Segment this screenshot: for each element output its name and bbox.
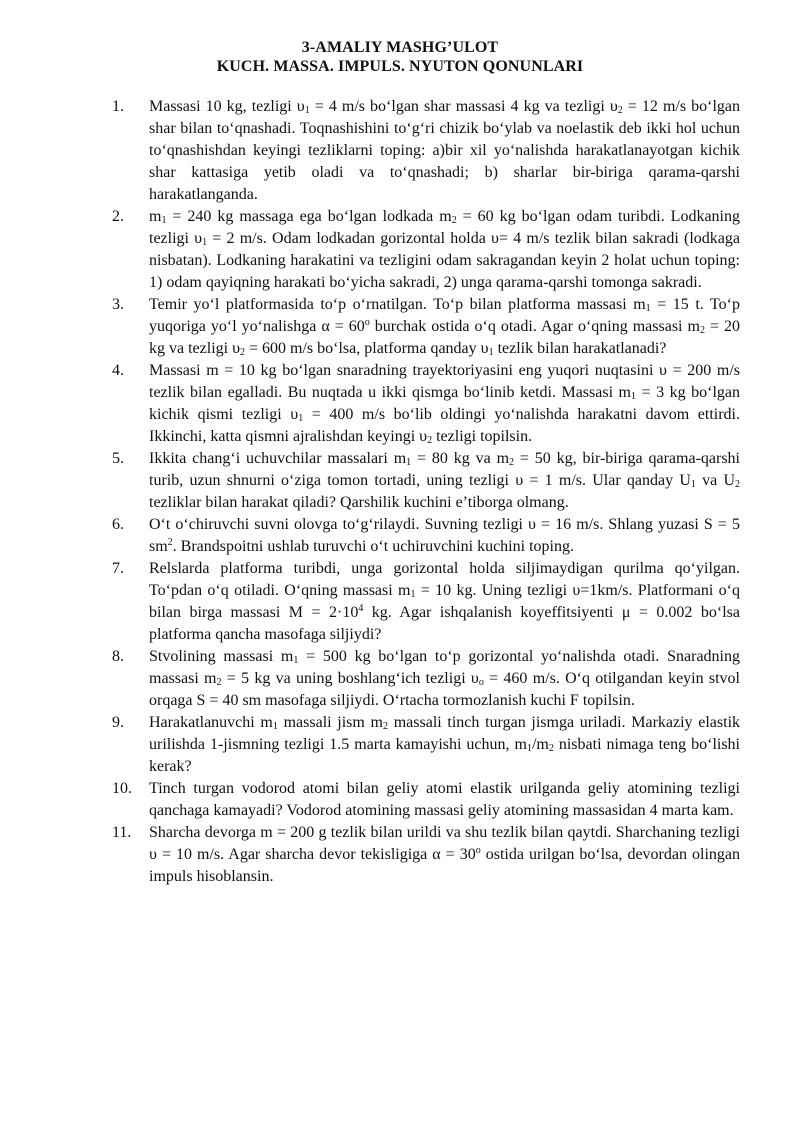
subscript: 2 [617, 105, 623, 116]
text-run: Stvolining massasi m [149, 648, 294, 665]
problem-item [0, 822, 800, 888]
text-run: va U [695, 472, 735, 489]
text-run: = 10 kg. Uning tezligi υ=1km/s. Platformani o‘q bilan birga massasi M = 2·10 [149, 582, 741, 621]
text-run: massali tinch turgan jismga uriladi. Markaziy elastik urilishda 1-jismning tezligi 1.5 marta kamayishi uchun, m [149, 714, 741, 753]
problem-item [0, 294, 800, 360]
text-run: Massasi 10 kg, tezligi υ [149, 98, 305, 115]
subscript: 2 [451, 215, 457, 226]
problem-item [0, 712, 800, 778]
text-run: Ikkita chang‘i uchuvchilar massalari m [149, 450, 407, 467]
text-run: = 460 m/s. O‘q otilgandan keyin stvol orqaga S = 40 sm masofaga siljiydi. O‘rtacha tormozlanish kuchi F topilsin. [149, 670, 741, 709]
text-run: = 60 kg bo‘lgan odam turibdi. Lodkaning tezligi υ [149, 208, 740, 247]
problem-list [0, 96, 800, 888]
problem-text [149, 294, 740, 360]
problem-text [149, 558, 740, 646]
superscript: 4 [358, 603, 364, 614]
text-run: m [149, 208, 162, 225]
text-run: nisbati nimaga teng bo‘lishi kerak? [149, 736, 741, 775]
problem-text [149, 206, 740, 294]
subscript: 2 [240, 347, 246, 358]
text-run: = 15 t. To‘p yuqoriga yo‘l yo‘nalishga α = 60 [149, 296, 740, 335]
text-run: tezliklar bilan harakat qiladi? Qarshilik kuchini e’tiborga olmang. [149, 494, 569, 511]
problem-number: 6. [112, 516, 124, 533]
subscript: o [478, 677, 484, 688]
problem-number: 2. [112, 208, 124, 225]
text-run: /m [531, 736, 549, 753]
subscript: 1 [304, 105, 310, 116]
problem-number: 5. [112, 450, 124, 467]
subscript: 1 [406, 457, 412, 468]
text-run: massali jism m [277, 714, 384, 731]
problem-text [149, 712, 740, 778]
problem-text [149, 646, 740, 712]
text-run: = 12 m/s bo‘lgan shar bilan to‘qnashadi. Toqnashishini to‘g‘ri chizik bo‘ylab va noelastik deb ikki hol uchun to‘qnashishdan keyingi tezliklarni toping: a)bir xil yo‘nalishda harakatlanayotgan kichik shar kattasiga yetib oladi va to‘qnashadi; b) sharlar bir-biriga qarama-qarshi harakatlanganda. [149, 98, 741, 203]
problem-number: 1. [112, 98, 124, 115]
text-run: tezligi topilsin. [432, 428, 533, 445]
text-run: Harakatlanuvchi m [149, 714, 273, 731]
text-run: ostida urilgan bo‘lsa, devordan olingan impuls hisoblansin. [149, 846, 741, 885]
subscript: 1 [488, 347, 494, 358]
text-run: = 500 kg bo‘lgan to‘p gorizontal yo‘nalishda otadi. Snaradning massasi m [149, 648, 740, 687]
problem-number: 11. [112, 824, 132, 841]
subscript: 1 [202, 237, 208, 248]
text-run: . Brandspoitni ushlab turuvchi o‘t uchiruvchini kuchini toping. [172, 538, 574, 555]
subscript: 2 [699, 325, 705, 336]
problem-text [149, 360, 740, 448]
superscript: o [475, 845, 481, 856]
problem-item [0, 778, 800, 822]
problem-text [149, 96, 740, 206]
superscript: o [364, 317, 370, 328]
problem-text [149, 514, 740, 558]
problem-item [0, 96, 800, 206]
text-run: Massasi m = 10 kg bo‘lgan snaradning trayektoriyasini eng yuqori nuqtasini υ = 200 m/s tezlik bilan egalladi. Bu nuqtada u ikki qismga bo‘linib ketdi. Massasi m [149, 362, 740, 401]
problem-text [149, 448, 740, 514]
subscript: 2 [383, 721, 389, 732]
text-run: Relslarda platforma turibdi, unga gorizontal holda siljimaydigan qurilma qo‘yilgan. To‘pdan o‘q otiladi. O‘qning massasi m [149, 560, 740, 599]
text-run: burchak ostida o‘q otadi. Agar o‘qning massasi m [369, 318, 700, 335]
subscript: 2 [735, 479, 740, 490]
subscript: 1 [631, 391, 636, 402]
problem-number: 8. [112, 648, 124, 665]
text-run: = 240 kg massaga ega bo‘lgan lodkada m [166, 208, 452, 225]
subscript: 1 [690, 479, 696, 490]
problem-number: 7. [112, 560, 124, 577]
text-run: Temir yo‘l platformasida to‘p o‘rnatilgan. To‘p bilan platforma massasi m [149, 296, 646, 313]
problem-item [0, 360, 800, 448]
text-run: Tinch turgan vodorod atomi bilan geliy atomi elastik urilganda geliy atomining tezligi qanchaga kamayadi? Vodorod atomining massasi geliy atomining massasidan 4 marta kam. [149, 780, 740, 819]
superscript: 2 [167, 537, 173, 548]
text-run: O‘t o‘chiruvchi suvni olovga to‘g‘rilaydi. Suvning tezligi υ = 16 m/s. Shlang yuzasi S = 5 sm [149, 516, 740, 555]
text-run: = 4 m/s bo‘lgan shar massasi 4 kg va tezligi υ [309, 98, 618, 115]
text-run: = 50 kg, bir-biriga qarama-qarshi turib, uzun shnurni o‘ziga tomon tortadi, uning tezligi υ = 1 m/s. Ular qanday U [149, 450, 740, 489]
subscript: 2 [548, 743, 554, 754]
text-run: Sharcha devorga m = 200 g tezlik bilan urildi va shu tezlik bilan qaytdi. Sharchaning tezligi υ = 10 m/s. Agar sharcha devor tekisligiga α = 30 [149, 824, 740, 863]
problem-item [0, 514, 800, 558]
text-run: kg. Agar ishqalanish koyeffitsiyenti μ = 0.002 bo‘lsa platforma qancha masofaga siljiydi? [149, 604, 740, 643]
text-run: = 80 kg va m [411, 450, 510, 467]
text-run: = 400 m/s bo‘lib oldingi yo‘nalishda harakatni davom ettirdi. Ikkinchi, katta qismni ajralishdan keyingi υ [149, 406, 740, 445]
subscript: 1 [526, 743, 532, 754]
problem-item [0, 646, 800, 712]
text-run: = 20 kg va tezligi υ [149, 318, 740, 357]
page-subtitle: KUCH. MASSA. IMPULS. NYUTON QONUNLARI [216, 58, 584, 75]
problem-number: 10. [112, 780, 132, 797]
subscript: 2 [509, 457, 515, 468]
text-run: = 2 m/s. Odam lodkadan gorizontal holda υ= 4 m/s tezlik bilan sakradi (lodkaga nisbatan). Lodkaning harakatini va tezligini odam sakragandan keyin 2 holat uchun toping: 1) odam qayiqning harakati bo‘yicha sakradi, 2) unga qarama-qarshi tomonga sakradi. [149, 230, 741, 291]
problem-item [0, 558, 800, 646]
subscript: 1 [293, 655, 299, 666]
problem-number: 3. [112, 296, 124, 313]
text-run: = 5 kg va uning boshlang‘ich tezligi υ [221, 670, 479, 687]
subscript: 2 [216, 677, 222, 688]
page-title: 3-AMALIY MASHG’ULOT [301, 39, 499, 56]
problem-number: 9. [112, 714, 124, 731]
problem-text [149, 778, 740, 822]
problem-text [149, 822, 740, 888]
subscript: 1 [272, 721, 278, 732]
subscript: 1 [410, 589, 416, 600]
subscript: 1 [298, 413, 304, 424]
subscript: 1 [645, 303, 651, 314]
text-run: = 600 m/s bo‘lsa, platforma qanday υ [245, 340, 489, 357]
subscript: 1 [161, 215, 167, 226]
text-run: tezlik bilan harakatlanadi? [493, 340, 667, 357]
text-run: = 3 kg bo‘lgan kichik qismi tezligi υ [149, 384, 740, 423]
subscript: 2 [427, 435, 433, 446]
problem-item [0, 448, 800, 514]
problem-number: 4. [112, 362, 124, 379]
problem-item [0, 206, 800, 294]
